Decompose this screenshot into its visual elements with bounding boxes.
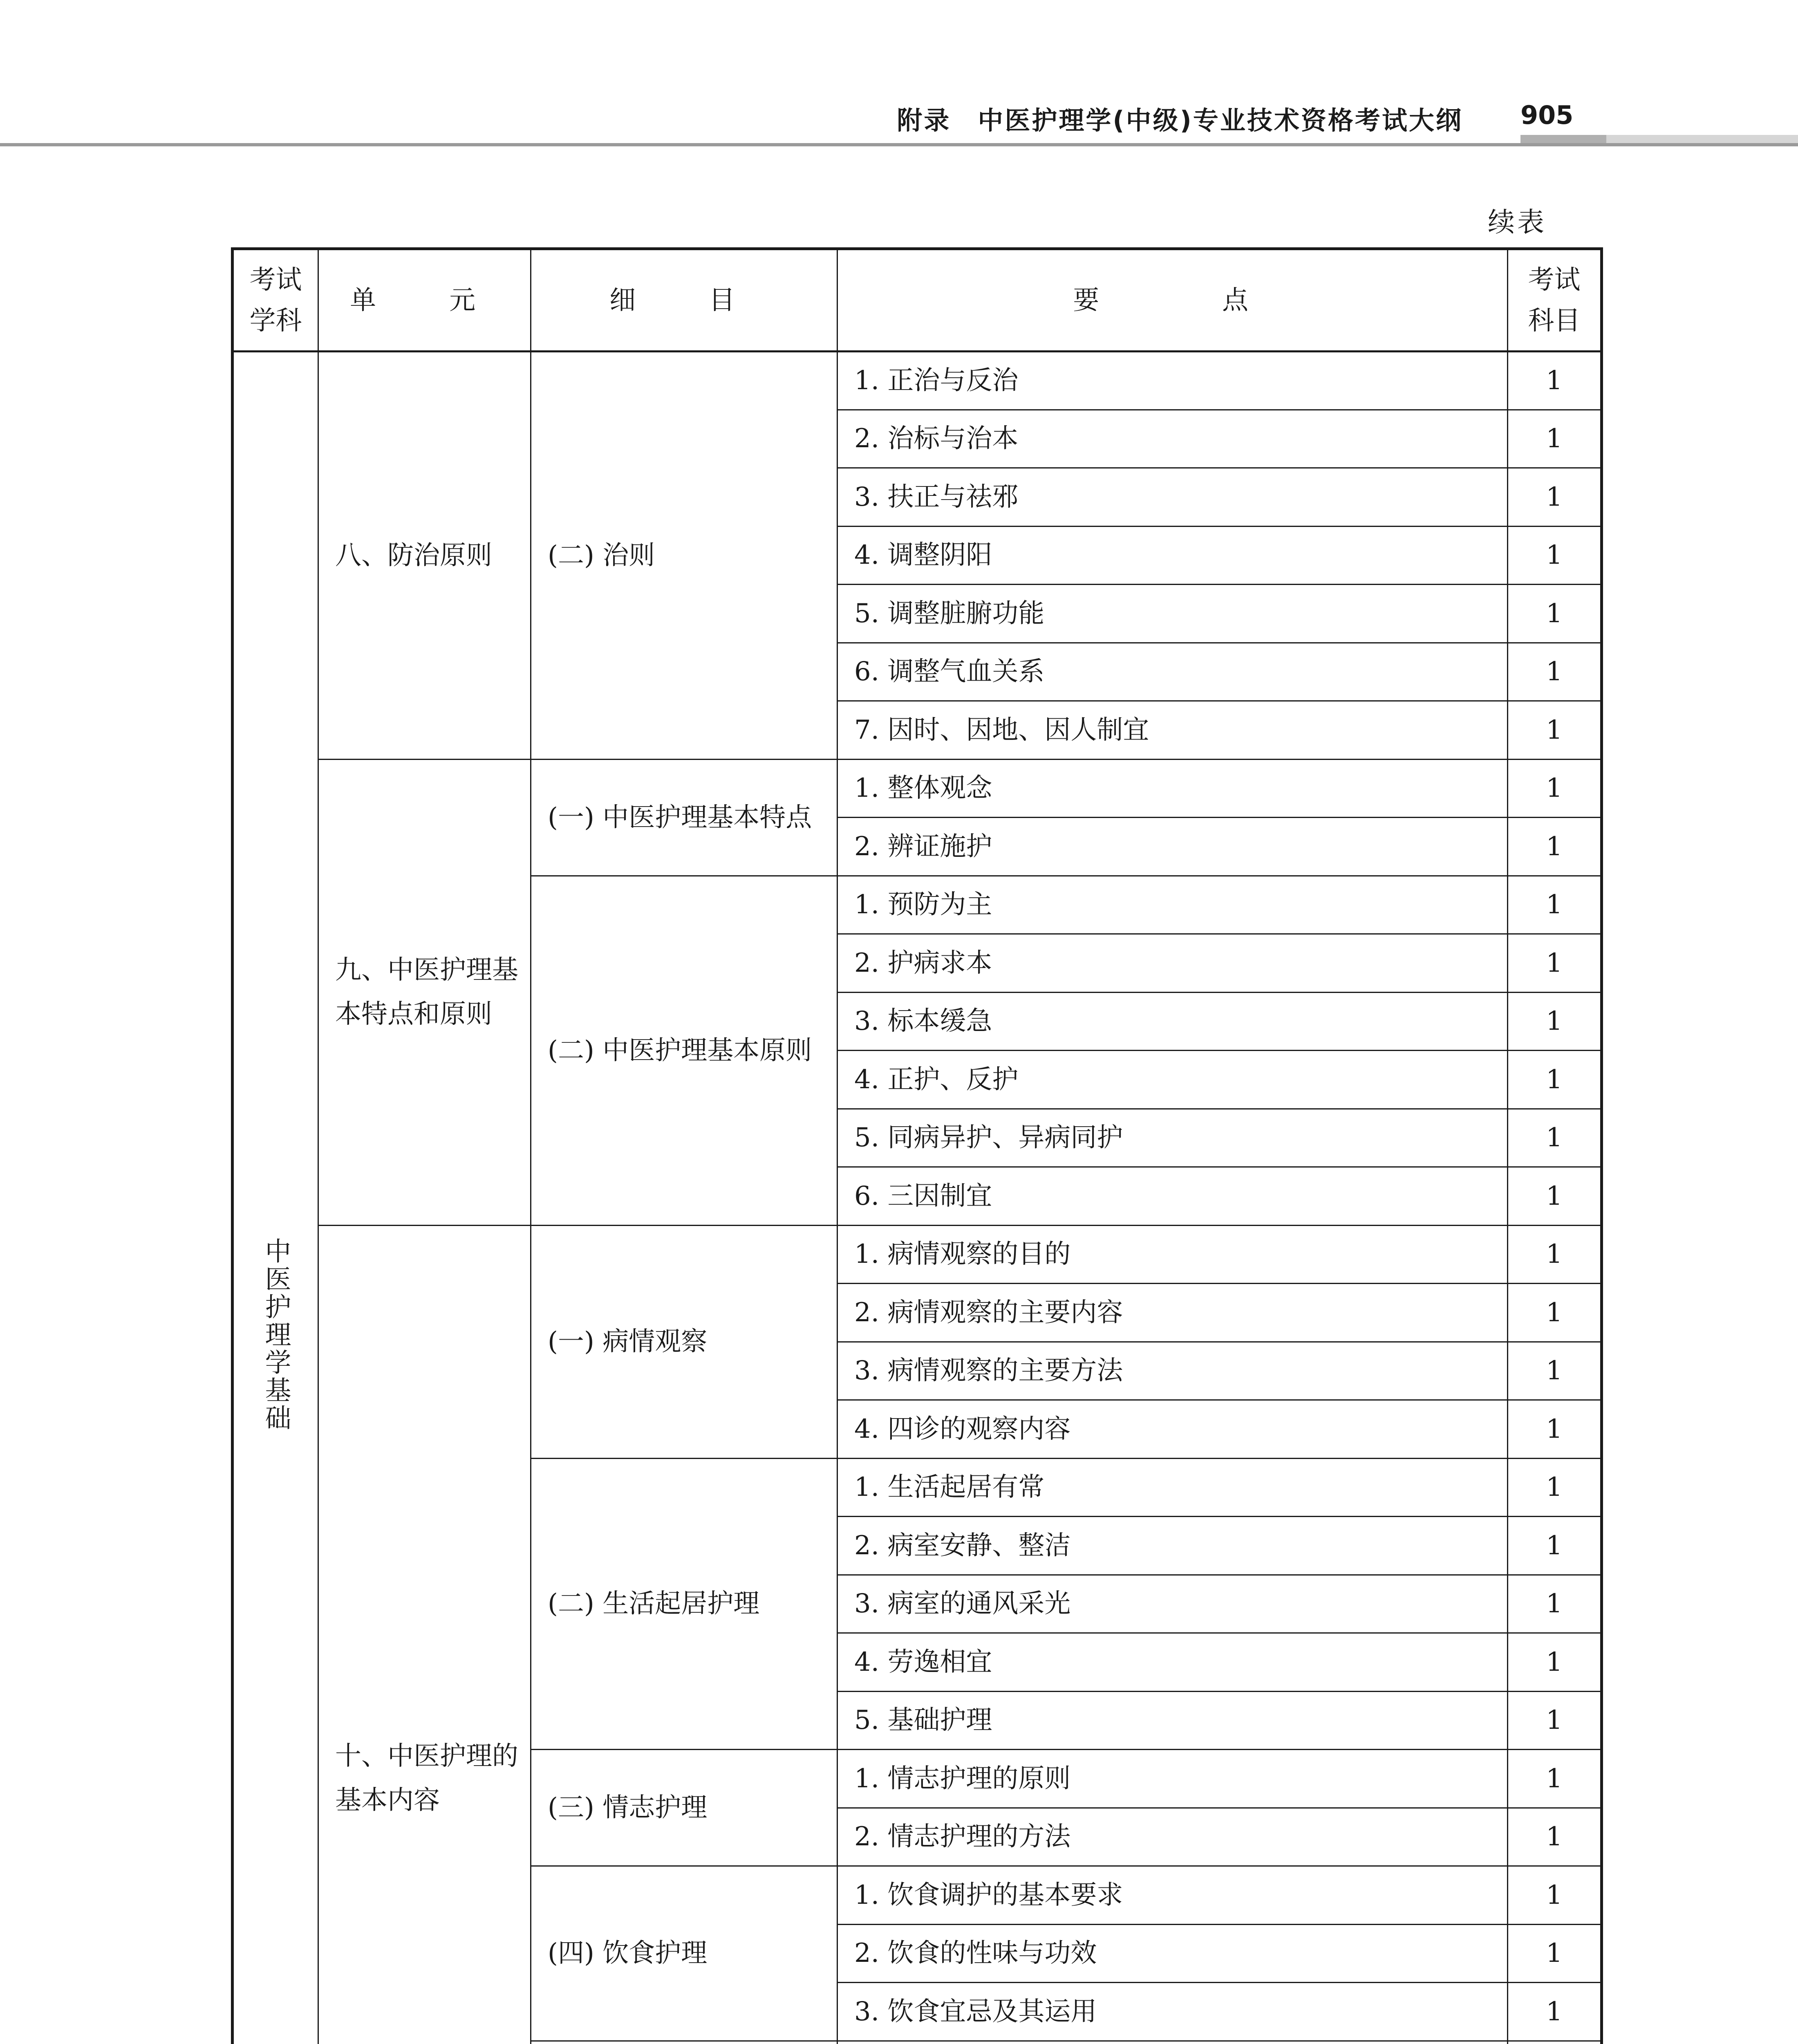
unit-cell: 十、中医护理的基本内容 — [318, 1225, 531, 2044]
point-cell: 3. 扶正与祛邪 — [837, 468, 1508, 527]
unit-cell: 八、防治原则 — [318, 352, 531, 760]
header-rule-accent — [1520, 135, 1606, 144]
exam-code-cell: 1 — [1508, 1458, 1602, 1517]
point-cell: 2. 治标与治本 — [837, 410, 1508, 468]
point-cell: 6. 调整气血关系 — [837, 643, 1508, 701]
unit-cell: 九、中医护理基本特点和原则 — [318, 759, 531, 1225]
exam-code-cell: 1 — [1508, 1342, 1602, 1400]
item-cell: (三) 情志护理 — [531, 1750, 837, 1866]
point-cell: 3. 标本缓急 — [837, 992, 1508, 1051]
table-header-row — [233, 249, 1602, 352]
exam-code-cell: 1 — [1508, 1517, 1602, 1575]
item-cell: (二) 生活起居护理 — [531, 1458, 837, 1750]
exam-code-cell: 1 — [1508, 1575, 1602, 1633]
subject-cell — [233, 352, 318, 2044]
item-cell: (四) 饮食护理 — [531, 1866, 837, 2041]
point-cell — [837, 2041, 1508, 2044]
point-cell: 1. 情志护理的原则 — [837, 1750, 1508, 1808]
exam-code-cell: 1 — [1508, 818, 1602, 876]
point-cell: 2. 病室安静、整洁 — [837, 1517, 1508, 1575]
point-cell: 1. 预防为主 — [837, 876, 1508, 934]
exam-code-cell — [1508, 2041, 1602, 2044]
point-cell: 4. 劳逸相宜 — [837, 1633, 1508, 1692]
point-cell: 4. 调整阴阳 — [837, 526, 1508, 585]
item-cell: (一) 中医护理基本特点 — [531, 759, 837, 876]
item-cell — [531, 2041, 837, 2044]
header-unit: 单 元 — [318, 249, 531, 352]
exam-code-cell: 1 — [1508, 526, 1602, 585]
exam-code-cell: 1 — [1508, 585, 1602, 643]
point-cell: 1. 病情观察的目的 — [837, 1225, 1508, 1284]
exam-code-cell: 1 — [1508, 1109, 1602, 1167]
table-row — [233, 1225, 1602, 1284]
exam-code-cell: 1 — [1508, 1808, 1602, 1866]
point-cell: 5. 基础护理 — [837, 1691, 1508, 1750]
point-cell: 3. 饮食宜忌及其运用 — [837, 1983, 1508, 2041]
item-cell: (一) 病情观察 — [531, 1225, 837, 1458]
exam-code-cell: 1 — [1508, 876, 1602, 934]
point-cell: 5. 调整脏腑功能 — [837, 585, 1508, 643]
point-cell: 4. 正护、反护 — [837, 1051, 1508, 1109]
exam-code-cell: 1 — [1508, 1866, 1602, 1925]
header-point: 要 点 — [837, 249, 1508, 352]
table-row — [233, 352, 1602, 410]
continued-label: 续表 — [1488, 206, 1547, 238]
point-cell: 6. 三因制宜 — [837, 1167, 1508, 1226]
exam-code-cell: 1 — [1508, 1284, 1602, 1342]
point-cell: 5. 同病异护、异病同护 — [837, 1109, 1508, 1167]
exam-code-cell: 1 — [1508, 410, 1602, 468]
exam-code-cell: 1 — [1508, 1924, 1602, 1983]
syllabus-table — [231, 247, 1603, 2044]
exam-code-cell: 1 — [1508, 1750, 1602, 1808]
point-cell: 3. 病情观察的主要方法 — [837, 1342, 1508, 1400]
point-cell: 3. 病室的通风采光 — [837, 1575, 1508, 1633]
subject-label: 中医护理学基础 — [260, 1237, 291, 1432]
point-cell: 1. 饮食调护的基本要求 — [837, 1866, 1508, 1925]
exam-code-cell: 1 — [1508, 1983, 1602, 2041]
exam-code-cell: 1 — [1508, 468, 1602, 527]
exam-code-cell: 1 — [1508, 352, 1602, 410]
running-title: 附录 中医护理学(中级)专业技术资格考试大纲 — [897, 105, 1463, 135]
header-rule-accent-light — [1606, 135, 1798, 144]
point-cell: 2. 情志护理的方法 — [837, 1808, 1508, 1866]
page-number: 905 — [1520, 100, 1574, 130]
exam-code-cell: 1 — [1508, 1691, 1602, 1750]
exam-code-cell: 1 — [1508, 643, 1602, 701]
exam-code-cell: 1 — [1508, 992, 1602, 1051]
point-cell: 1. 生活起居有常 — [837, 1458, 1508, 1517]
exam-code-cell: 1 — [1508, 1400, 1602, 1459]
header-subject: 考试学科 — [233, 249, 318, 352]
point-cell: 4. 四诊的观察内容 — [837, 1400, 1508, 1459]
table-row — [233, 759, 1602, 818]
page-header — [0, 92, 1798, 149]
exam-code-cell: 1 — [1508, 759, 1602, 818]
header-item: 细 目 — [531, 249, 837, 352]
point-cell: 2. 护病求本 — [837, 934, 1508, 993]
point-cell: 1. 正治与反治 — [837, 352, 1508, 410]
header-exam-code: 考试科目 — [1508, 249, 1602, 352]
point-cell: 2. 辨证施护 — [837, 818, 1508, 876]
item-cell: (二) 治则 — [531, 352, 837, 760]
exam-code-cell: 1 — [1508, 1633, 1602, 1692]
exam-code-cell: 1 — [1508, 701, 1602, 760]
exam-code-cell: 1 — [1508, 1167, 1602, 1226]
exam-code-cell: 1 — [1508, 1051, 1602, 1109]
point-cell: 2. 病情观察的主要内容 — [837, 1284, 1508, 1342]
item-cell: (二) 中医护理基本原则 — [531, 876, 837, 1225]
exam-code-cell: 1 — [1508, 934, 1602, 993]
point-cell: 1. 整体观念 — [837, 759, 1508, 818]
exam-code-cell: 1 — [1508, 1225, 1602, 1284]
point-cell: 2. 饮食的性味与功效 — [837, 1924, 1508, 1983]
header-rule — [0, 143, 1798, 146]
point-cell: 7. 因时、因地、因人制宜 — [837, 701, 1508, 760]
